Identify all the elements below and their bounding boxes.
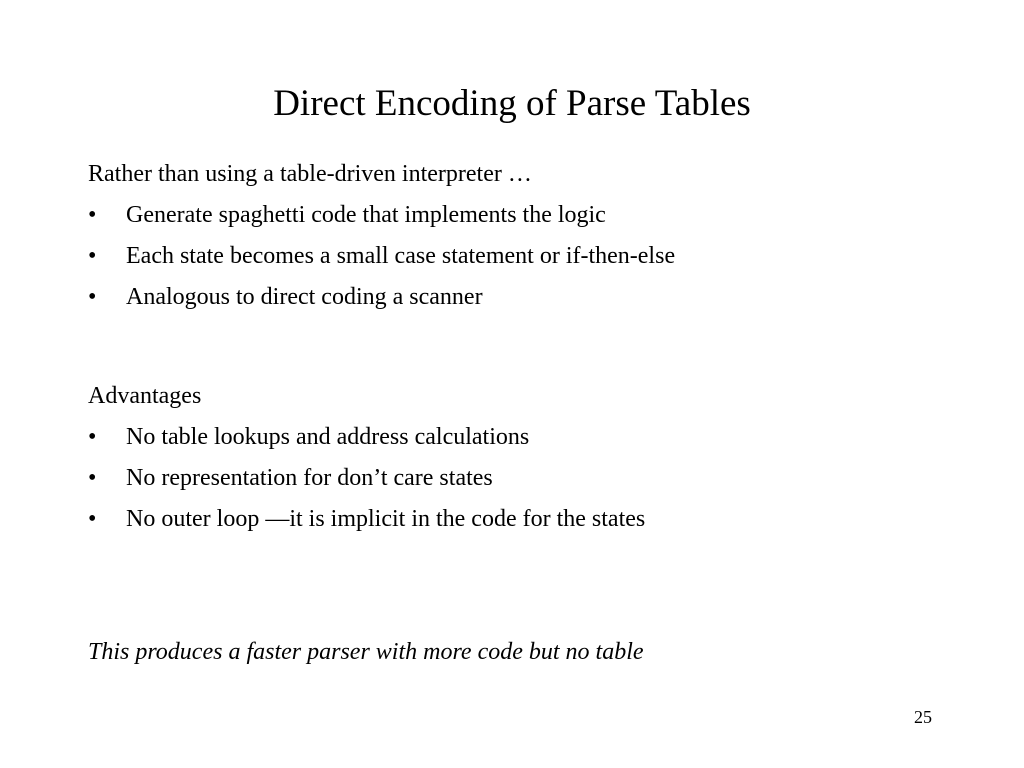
bullet-icon: • [88, 202, 97, 228]
bullet-text: Each state becomes a small case statement or if-then-else [126, 243, 676, 269]
advantages-heading: Advantages [88, 383, 202, 409]
slide-title: Direct Encoding of Parse Tables [273, 83, 751, 124]
bullet-text: Generate spaghetti code that implements the logic [126, 202, 606, 228]
bullet-icon: • [88, 243, 97, 269]
bullet-icon: • [88, 465, 97, 491]
conclusion-text: This produces a faster parser with more code but no table [88, 639, 644, 665]
bullet-text: No outer loop —it is implicit in the code for the states [126, 506, 646, 532]
bullet-text: Analogous to direct coding a scanner [126, 284, 483, 310]
bullet-icon: • [88, 506, 97, 532]
bullet-text: No representation for don’t care states [126, 465, 493, 491]
page-number: 25 [914, 707, 932, 727]
bullet-icon: • [88, 424, 97, 450]
intro-text: Rather than using a table-driven interpreter … [88, 161, 532, 187]
bullet-icon: • [88, 284, 97, 310]
bullet-text: No table lookups and address calculations [126, 424, 530, 450]
